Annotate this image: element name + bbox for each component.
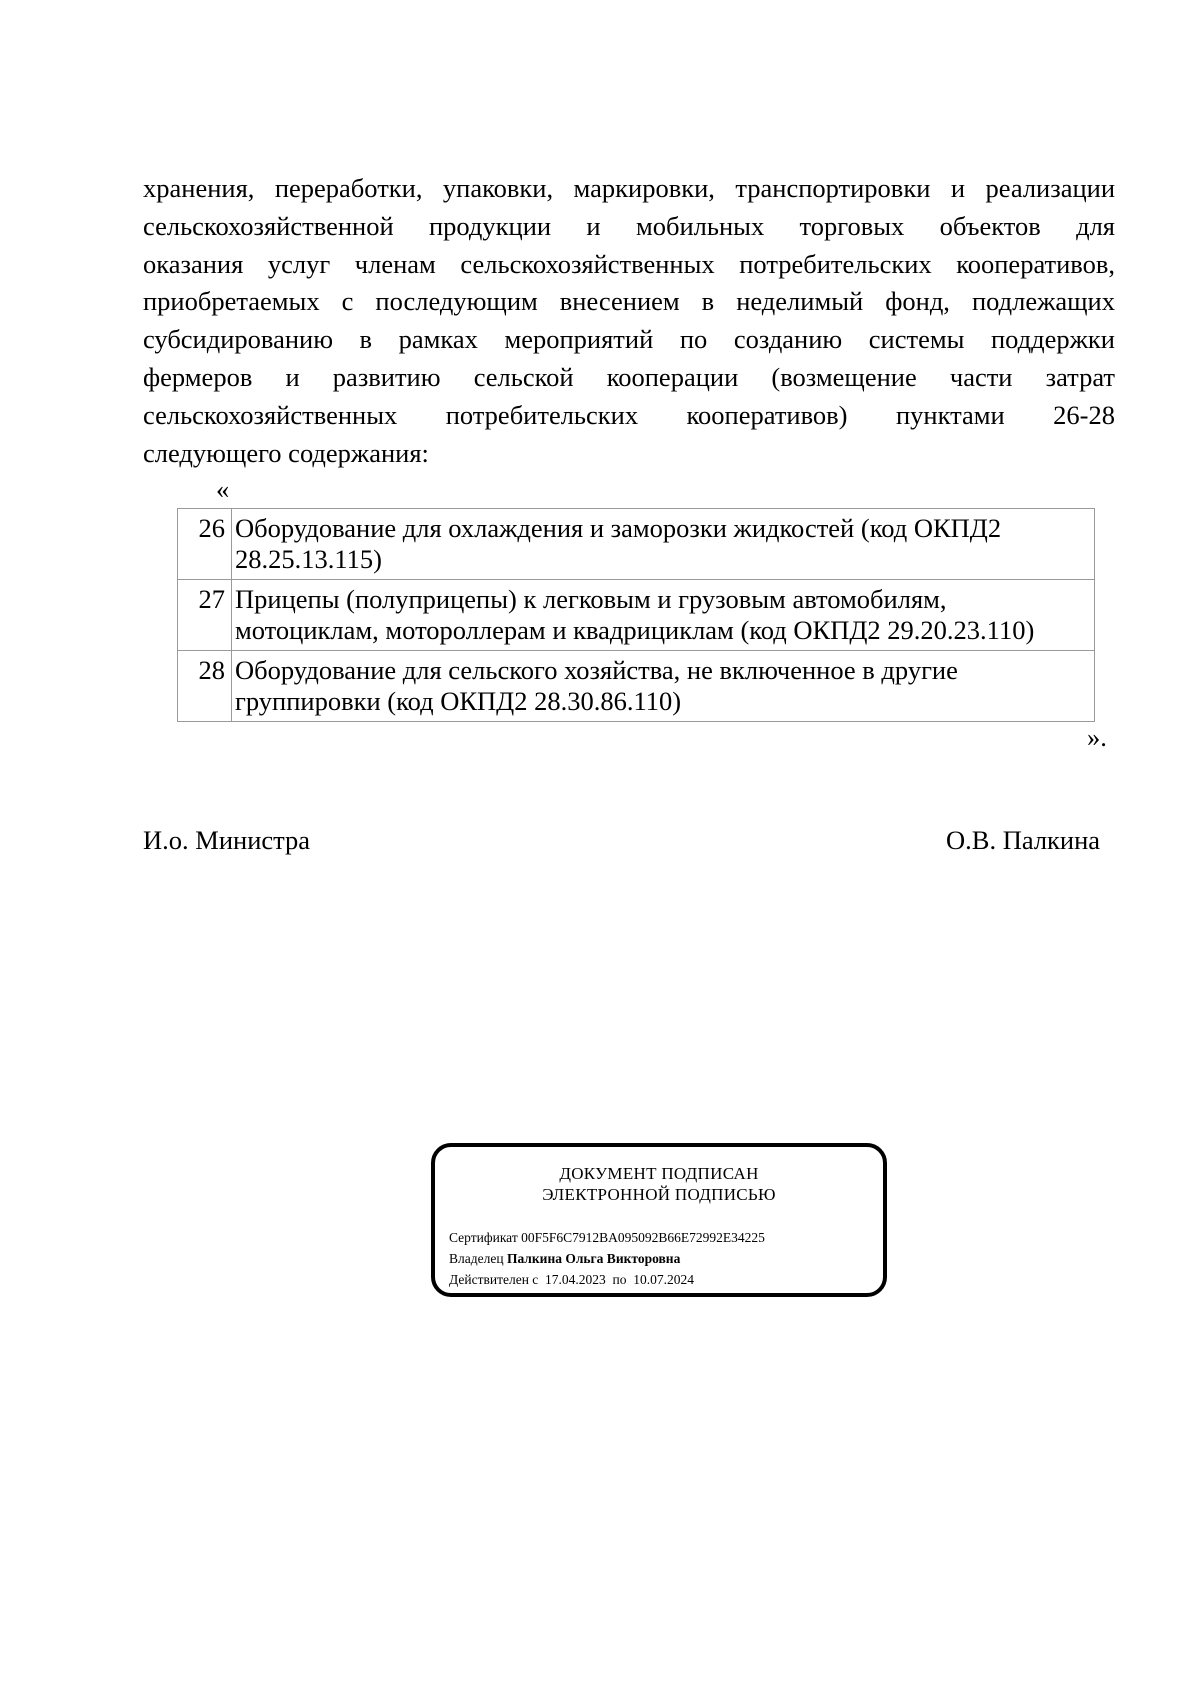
table-row	[178, 509, 1095, 580]
body-line: сельскохозяйственной продукции и мобильных торговых объектов для	[143, 210, 1115, 241]
row-number: 27	[178, 580, 232, 651]
owner-label: Владелец	[449, 1251, 504, 1266]
stamp-owner-row	[449, 1248, 765, 1269]
stamp-certificate-row	[449, 1227, 765, 1248]
row-description	[232, 509, 1095, 580]
body-paragraph	[143, 170, 1115, 472]
equipment-table	[177, 508, 1095, 722]
body-line: фермеров и развитию сельской кооперации (возмещение части затрат	[143, 361, 1115, 392]
stamp-title-line: ДОКУМЕНТ ПОДПИСАН	[559, 1164, 759, 1183]
row-description-line: группировки (код ОКПД2 28.30.86.110)	[235, 686, 682, 716]
stamp-info	[449, 1227, 765, 1290]
certificate-label: Сертификат	[449, 1230, 518, 1245]
owner-value: Палкина Ольга Викторовна	[506, 1251, 681, 1266]
row-description-line: Прицепы (полуприцепы) к легковым и грузовым автомобилям,	[235, 584, 947, 614]
row-description-line: Оборудование для охлаждения и заморозки жидкостей (код ОКПД2	[235, 513, 1002, 543]
opening-quote: «	[216, 474, 230, 504]
table-row	[178, 651, 1095, 722]
signatory-name: О.В. Палкина	[946, 825, 1101, 855]
certificate-value: 00F5F6C7912BA095092B66E72992E34225	[521, 1230, 765, 1245]
valid-to: 10.07.2024	[633, 1272, 695, 1287]
row-description-line: 28.25.13.115)	[235, 544, 382, 574]
body-line: хранения, переработки, упаковки, маркировки, транспортировки и реализации	[143, 173, 1115, 203]
row-description	[232, 580, 1095, 651]
stamp-validity-row	[449, 1269, 765, 1290]
row-description	[232, 651, 1095, 722]
signatory-position: И.о. Министра	[143, 825, 311, 855]
body-line: сельскохозяйственных потребительских кооперативов) пунктами 26-28	[143, 399, 1115, 430]
body-line: субсидированию в рамках мероприятий по созданию системы поддержки	[143, 324, 1115, 355]
electronic-signature-stamp	[431, 1143, 887, 1297]
row-description-line: мотоциклам, мотороллерам и квадрициклам (код ОКПД2 29.20.23.110)	[235, 615, 1035, 645]
row-number: 28	[178, 651, 232, 722]
body-line: следующего содержания:	[143, 437, 429, 468]
valid-from: 17.04.2023	[545, 1272, 606, 1287]
row-description-line: Оборудование для сельского хозяйства, не включенное в другие	[235, 655, 958, 685]
body-line: приобретаемых с последующим внесением в неделимый фонд, подлежащих	[143, 286, 1115, 317]
valid-label: Действителен с	[449, 1272, 539, 1287]
closing-quote: ».	[1087, 722, 1107, 752]
stamp-title	[435, 1163, 883, 1205]
body-line: оказания услуг членам сельскохозяйственных потребительских кооперативов,	[143, 248, 1115, 279]
table-row	[178, 580, 1095, 651]
valid-to-label: по	[612, 1272, 627, 1287]
row-number: 26	[178, 509, 232, 580]
stamp-title-line: ЭЛЕКТРОННОЙ ПОДПИСЬЮ	[542, 1185, 776, 1204]
